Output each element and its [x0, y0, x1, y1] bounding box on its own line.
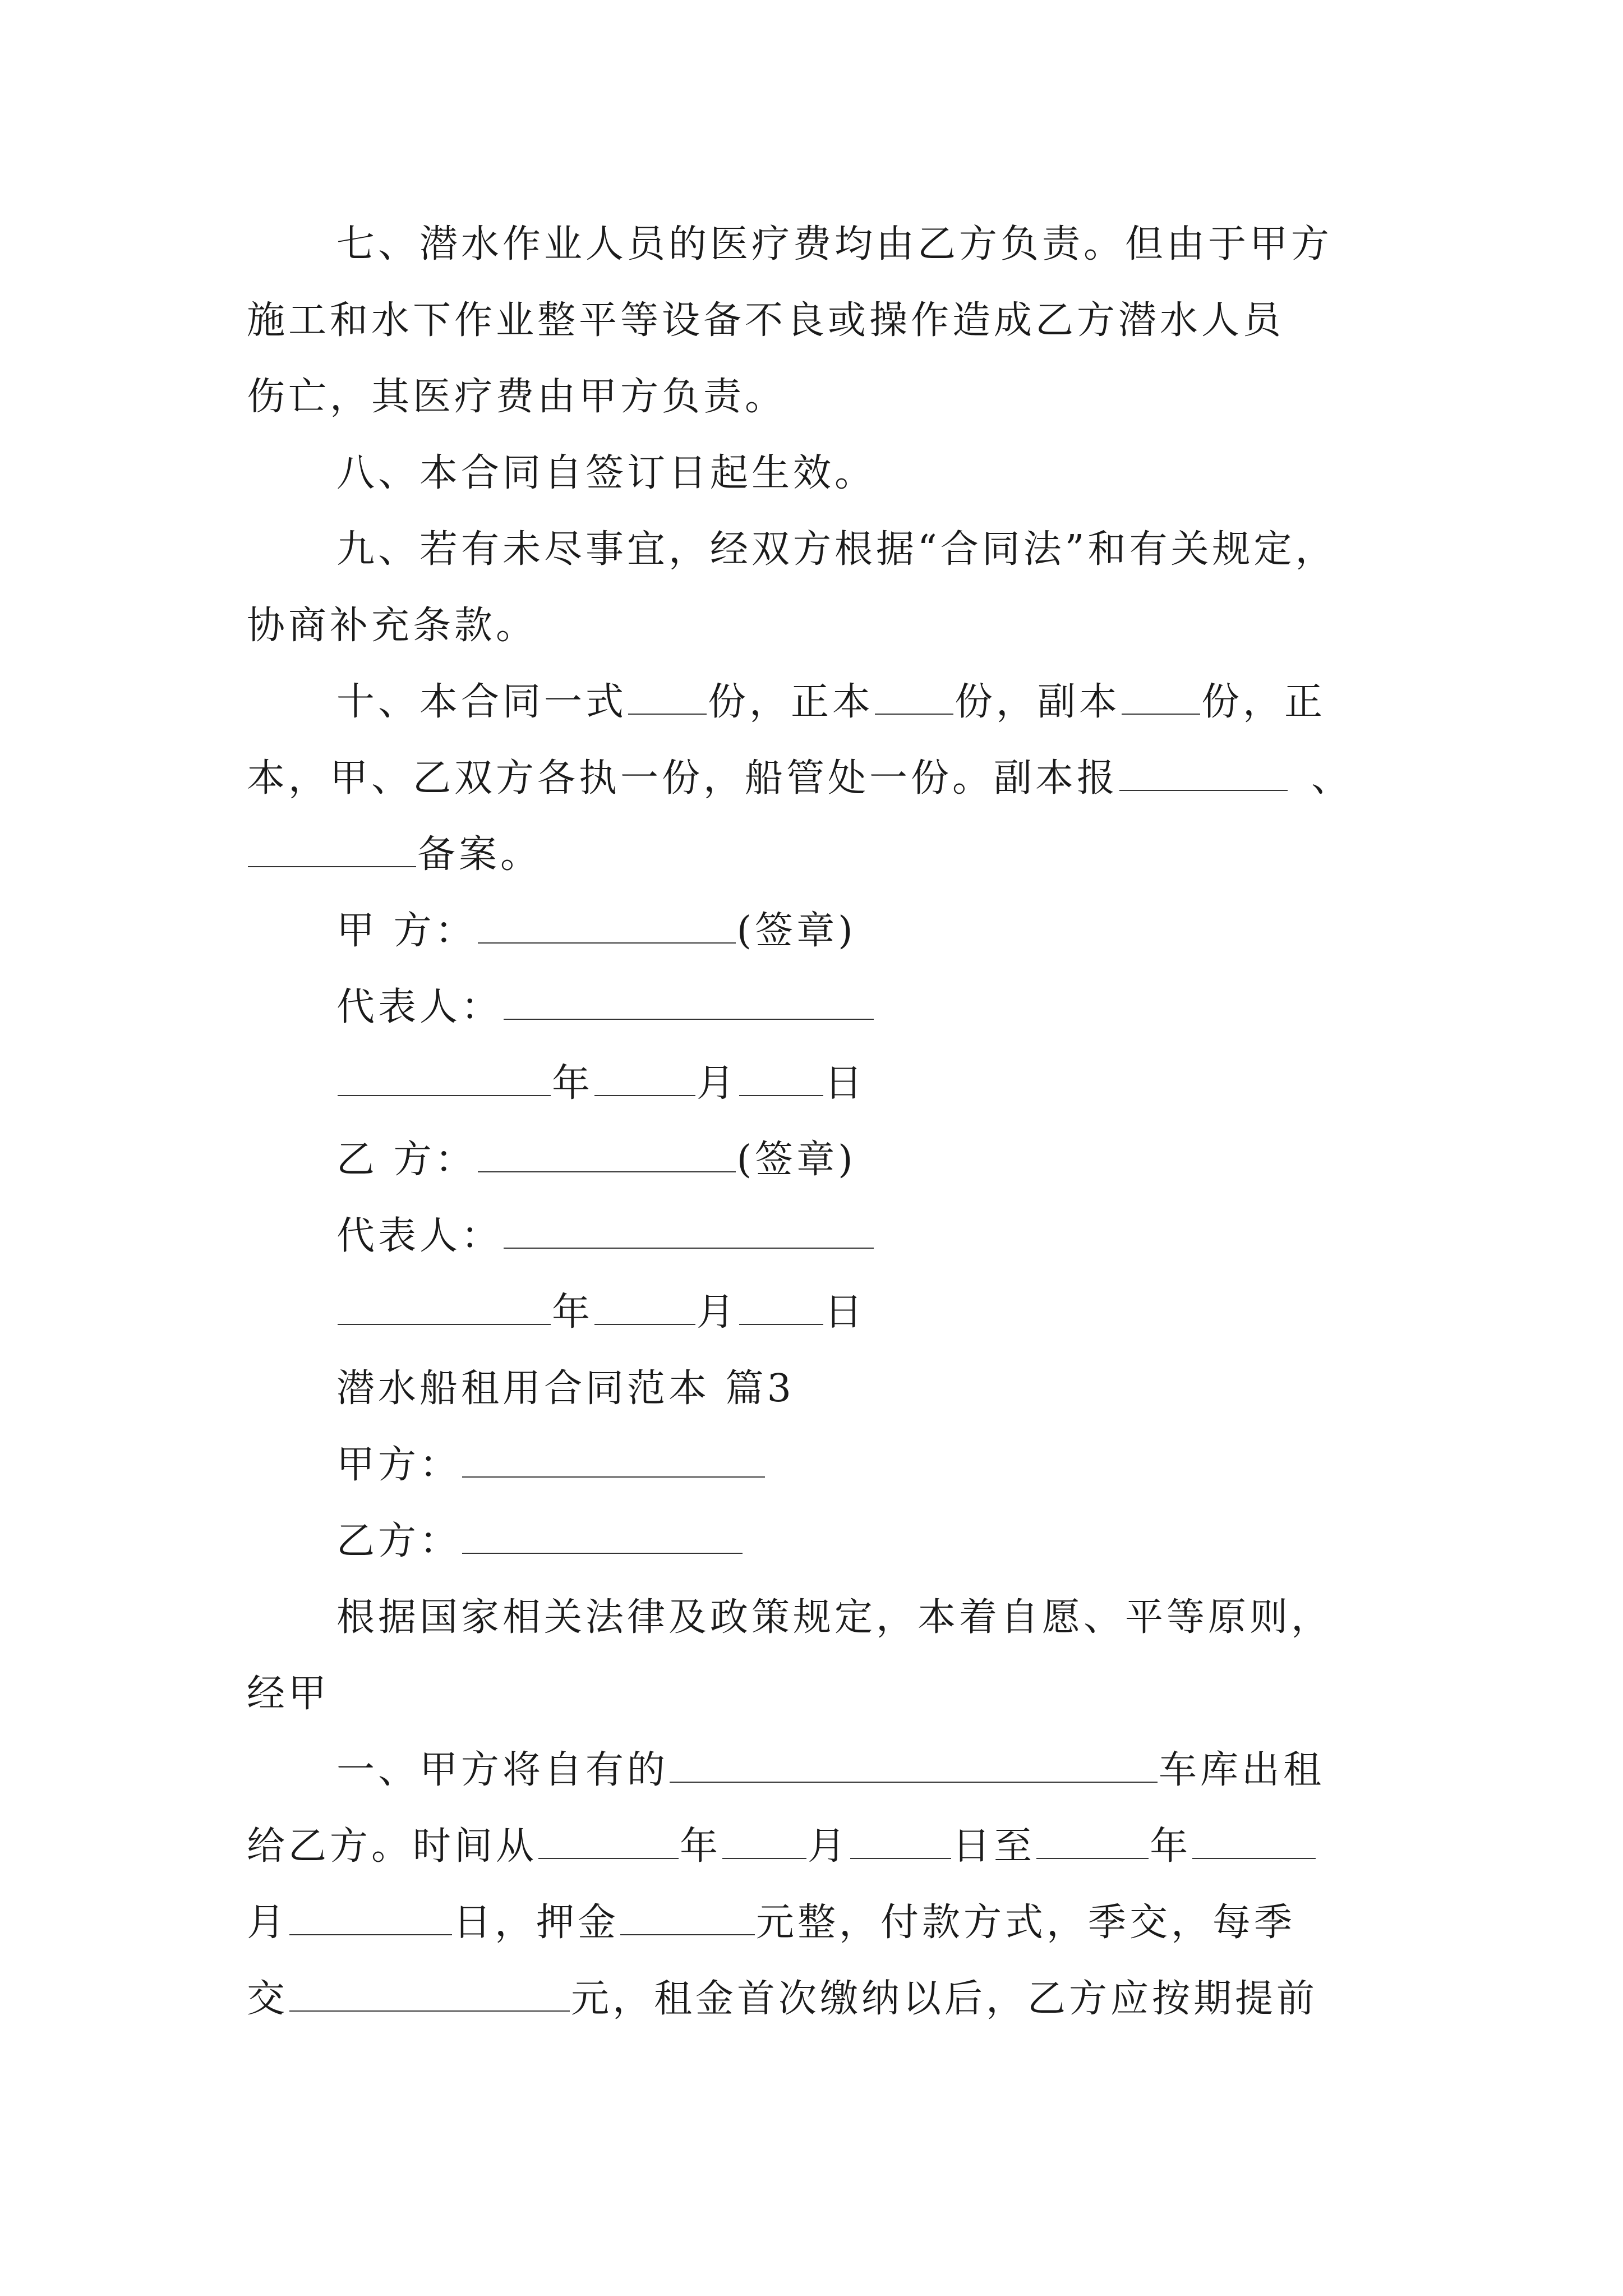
clause-10-line-1 [336, 675, 1469, 729]
clause-10-line-2 [247, 752, 1380, 806]
section-3-intro-line-2: 经甲 [247, 1672, 330, 1716]
clause-1-payment: 元整，付款方式，季交，每季 [756, 1901, 1296, 1945]
section-3-party-a-label: 甲方： [336, 1443, 462, 1487]
party-a-day-blank[interactable] [739, 1058, 823, 1096]
party-a-blank[interactable] [478, 905, 736, 944]
clause-1-month-1: 月 [808, 1824, 850, 1869]
party-a-rep-blank[interactable] [504, 982, 874, 1020]
clause-1-rent: 元，租金首次缴纳以后，乙方应按期提前 [571, 1977, 1318, 2021]
end-month-blank[interactable] [1192, 1821, 1316, 1859]
party-a-day: 日 [824, 1061, 866, 1106]
party-a-label: 甲 方： [336, 909, 477, 953]
section-3-party-b-line [336, 1515, 1469, 1568]
section-3-intro-line-1: 根据国家相关法律及政策规定，本着自愿、平等原则， [336, 1595, 1333, 1640]
garage-blank[interactable] [670, 1745, 1158, 1783]
party-a-year: 年 [552, 1061, 594, 1106]
clause-9-line-1: 九、若有未尽事宜，经双方根据“合同法”和有关规定， [336, 527, 1337, 572]
clause-10-text-4: 份，正 [1201, 680, 1326, 724]
party-b-seal: (签章) [736, 1138, 856, 1182]
section-3-clause-1-line-2 [247, 1820, 1380, 1874]
section-3-party-a-line [336, 1438, 1469, 1492]
party-b-rep-line [336, 1209, 1469, 1263]
section-3-clause-1-line-1 [336, 1743, 1469, 1797]
party-b-date-line [336, 1286, 1469, 1340]
party-b-blank[interactable] [478, 1134, 736, 1172]
party-a-line [336, 904, 1469, 958]
party-b-year: 年 [552, 1290, 594, 1335]
clause-9-line-2: 协商补充条款。 [247, 604, 538, 648]
clause-10-line-3 [247, 828, 1380, 882]
clause-1-deposit: 日，押金 [453, 1901, 620, 1945]
section-3-party-b-label: 乙方： [336, 1519, 462, 1563]
party-b-month: 月 [697, 1290, 739, 1335]
clause-10-text-2: 份，正本 [708, 680, 874, 724]
party-a-rep-label: 代表人： [336, 985, 503, 1029]
copies-total-blank[interactable] [628, 677, 707, 715]
party-a-rep-line [336, 981, 1469, 1034]
party-b-month-blank[interactable] [594, 1287, 695, 1325]
section-3-clause-1-line-4 [247, 1972, 1380, 2026]
clause-10-text-6: 备案。 [417, 832, 542, 877]
copies-duplicate-blank[interactable] [1122, 677, 1200, 715]
party-b-day: 日 [824, 1290, 866, 1335]
start-month-blank[interactable] [722, 1821, 806, 1859]
quarterly-amount-blank[interactable] [289, 1973, 570, 2012]
clause-10-comma: 、 [1311, 756, 1353, 800]
section-3-party-a-blank[interactable] [462, 1439, 765, 1478]
section-3-title: 潜水船租用合同范本 篇3 [336, 1366, 795, 1411]
end-year-blank[interactable] [1036, 1821, 1149, 1859]
clause-1-month-2: 月 [247, 1901, 289, 1945]
end-day-blank[interactable] [289, 1897, 452, 1935]
clause-1-year-2: 年 [1150, 1824, 1192, 1869]
clause-1-day-to: 日至 [952, 1824, 1036, 1869]
start-day-blank[interactable] [850, 1821, 951, 1859]
party-b-day-blank[interactable] [739, 1287, 823, 1325]
clause-10-text-5: 本，甲、乙双方各执一份，船管处一份。副本报 [247, 756, 1119, 800]
report-to-blank-2[interactable] [248, 829, 416, 867]
party-b-label: 乙 方： [336, 1138, 477, 1182]
deposit-blank[interactable] [620, 1897, 755, 1935]
clause-8: 八、本合同自签订日起生效。 [336, 451, 877, 495]
party-b-year-blank[interactable] [338, 1287, 551, 1325]
clause-1-year-1: 年 [680, 1824, 722, 1869]
clause-1-quarter: 交 [247, 1977, 289, 2021]
report-to-blank-1[interactable] [1119, 753, 1288, 791]
clause-1-text-2: 车库出租 [1159, 1748, 1325, 1792]
clause-1-text-1: 一、甲方将自有的 [336, 1748, 669, 1792]
clause-7-line-2: 施工和水下作业整平等设备不良或操作造成乙方潜水人员 [247, 298, 1285, 343]
copies-original-blank[interactable] [875, 677, 953, 715]
clause-10-text-3: 份，副本 [955, 680, 1121, 724]
clause-7-line-3: 伤亡，其医疗费由甲方负责。 [247, 375, 787, 419]
clause-10-text-1: 十、本合同一式 [336, 680, 628, 724]
party-a-month: 月 [697, 1061, 739, 1106]
party-b-rep-blank[interactable] [504, 1211, 874, 1249]
section-3-clause-1-line-3 [247, 1896, 1380, 1950]
clause-7-line-1: 七、潜水作业人员的医疗费均由乙方负责。但由于甲方 [336, 222, 1333, 266]
party-b-line [336, 1133, 1469, 1187]
start-year-blank[interactable] [538, 1821, 679, 1859]
party-a-seal: (签章) [736, 909, 856, 953]
party-b-rep-label: 代表人： [336, 1214, 503, 1258]
party-a-year-blank[interactable] [338, 1058, 551, 1096]
clause-1-text-3: 给乙方。时间从 [247, 1824, 538, 1869]
party-a-date-line [336, 1057, 1469, 1111]
section-3-party-b-blank[interactable] [462, 1516, 743, 1554]
party-a-month-blank[interactable] [594, 1058, 695, 1096]
